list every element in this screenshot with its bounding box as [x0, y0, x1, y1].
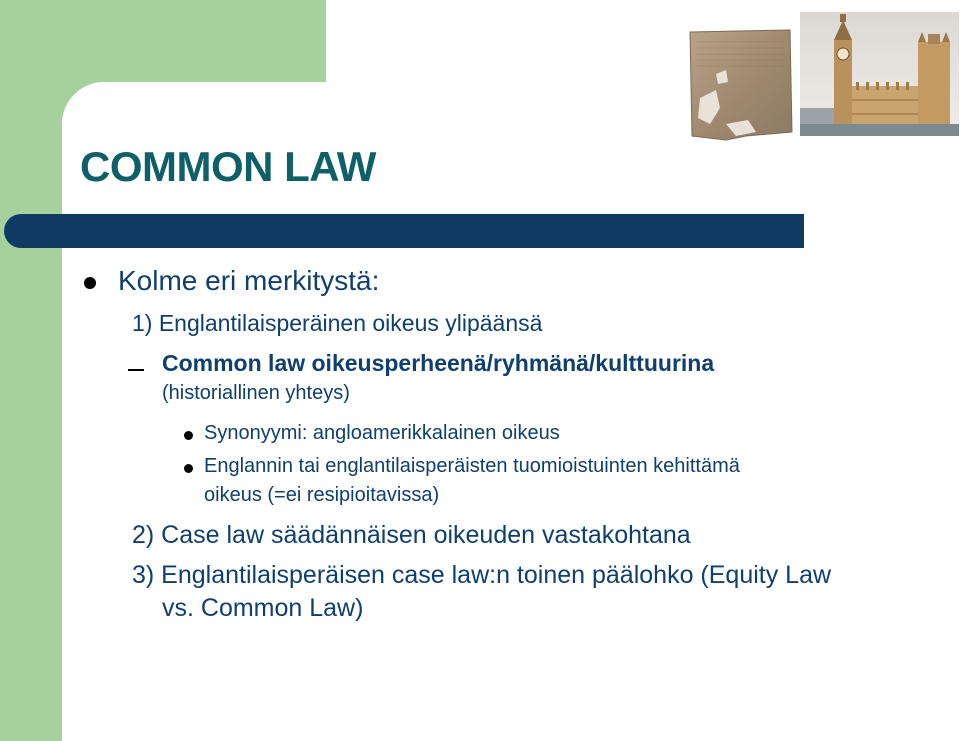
- numbered-text: 3) Englantilaisperäisen case law:n toinen päälohko (Equity Law: [132, 561, 832, 589]
- dash-marker: [128, 369, 144, 371]
- bullet-text-cont: oikeus (=ei resipioitavissa): [204, 484, 440, 506]
- bullet-text: Englannin tai englantilaisperäisten tuomioistuinten kehittämä: [204, 455, 740, 477]
- bullet-dot: [84, 277, 96, 289]
- bullet-text: Kolme eri merkitystä:: [118, 265, 380, 296]
- numbered-text: 2) Case law säädännäisen oikeuden vastakohtana: [132, 521, 691, 549]
- parchment-image: [686, 28, 796, 142]
- bullet-dot: [184, 431, 193, 440]
- dash-text: Common law oikeusperheenä/ryhmänä/kulttuurina: [162, 350, 715, 376]
- dash-text-cont: (historiallinen yhteys): [162, 382, 350, 404]
- numbered-text-cont: vs. Common Law): [162, 594, 364, 622]
- title-underline-bar: [4, 214, 804, 248]
- bullet-dot: [184, 464, 193, 473]
- parliament-image: [800, 12, 959, 136]
- numbered-text: 1) Englantilaisperäinen oikeus ylipäänsä: [132, 310, 543, 336]
- slide-title: COMMON LAW: [80, 143, 376, 190]
- bullet-text: Synonyymi: angloamerikkalainen oikeus: [204, 422, 560, 444]
